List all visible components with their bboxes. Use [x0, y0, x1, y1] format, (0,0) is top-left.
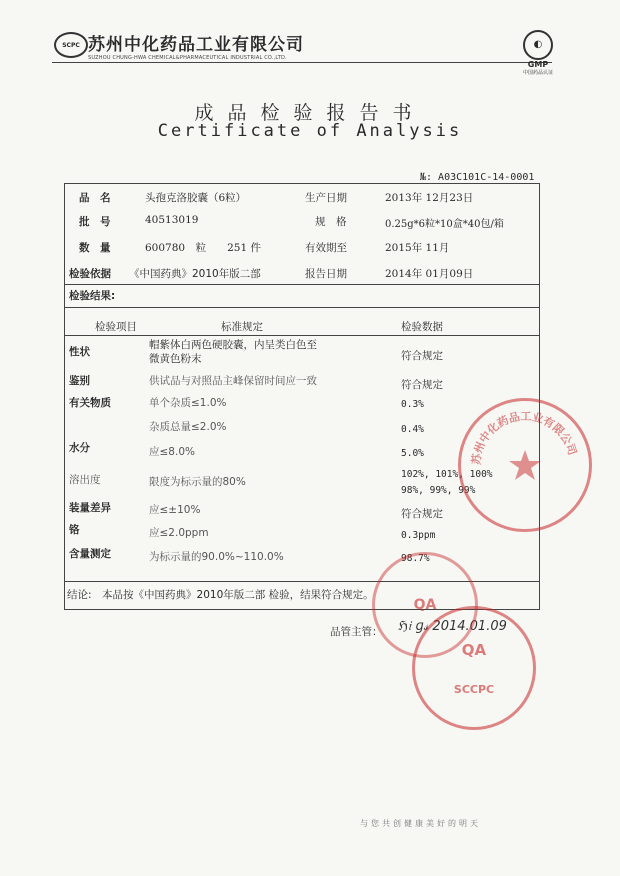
row-data-cont: 98%, 99%, 99% [401, 485, 476, 496]
row-data: 98.7% [401, 553, 430, 564]
row-data: 0.3% [401, 399, 424, 410]
row-data: 0.4% [401, 424, 424, 435]
label-batch: 批 号 [79, 216, 111, 228]
qc-supervisor-label: 品管主管： [330, 626, 383, 638]
value-product-name: 头孢克洛胶囊（6粒） [145, 192, 247, 204]
row-standard: 供试品与对照品主峰保留时间应一致 [149, 375, 317, 387]
row-item: 有关物质 [69, 397, 111, 409]
company-seal [458, 398, 592, 532]
value-basis: 《中国药典》2010年版二部 [129, 268, 261, 280]
col-item: 检验项目 [95, 321, 137, 333]
value-expiry: 2015年 11月 [385, 242, 450, 254]
label-quantity: 数 量 [79, 242, 111, 254]
seal-star-icon [464, 404, 586, 526]
row-data: 5.0% [401, 448, 424, 459]
document-number: №: A03C101C-14-0001 [420, 172, 535, 183]
row-standard: 帽紫体白两色硬胶囊，内呈类白色至 [149, 339, 317, 351]
label-spec: 规 格 [315, 216, 347, 228]
row-data: 符合规定 [401, 508, 443, 520]
row-item: 水分 [69, 442, 90, 454]
gmp-label: GMP [527, 60, 549, 69]
divider [65, 307, 539, 308]
gmp-sub: 中国药品认证 [522, 70, 553, 76]
company-name-cn: 苏州中化药品工业有限公司 [88, 35, 304, 55]
row-standard: 应≤8.0% [149, 446, 195, 458]
label-report-date: 报告日期 [305, 268, 347, 280]
svg-text:苏州中化药品工业有限公司: 苏州中化药品工业有限公司 [469, 409, 579, 466]
value-report-date: 2014年 01月09日 [385, 268, 474, 280]
row-item: 铬 [69, 524, 80, 536]
results-label: 检验结果: [69, 290, 116, 302]
value-batch: 40513019 [145, 214, 199, 226]
title-en: Certificate of Analysis [157, 121, 463, 141]
title-cn: 成品检验报告书 [194, 102, 426, 124]
sccpc-seal-text: SCCPC [453, 682, 495, 696]
row-standard: 单个杂质≤1.0% [149, 397, 227, 409]
col-data: 检验数据 [401, 321, 443, 333]
gmp-logo [518, 30, 558, 76]
value-production-date: 2013年 12月23日 [385, 192, 474, 204]
row-standard: 应≤±10% [149, 504, 201, 516]
row-standard: 杂质总量≤2.0% [149, 421, 227, 433]
row-item: 装量差异 [69, 502, 111, 514]
row-data: 102%, 101%, 100% [401, 469, 493, 480]
row-standard: 为标示量的90.0%~110.0% [149, 551, 284, 563]
col-standard: 标准规定 [221, 321, 263, 333]
label-product-name: 品 名 [79, 192, 111, 204]
qa-seal-text: QA [461, 640, 487, 659]
row-item: 鉴别 [69, 375, 90, 387]
row-standard: 应≤2.0ppm [149, 527, 209, 539]
row-item: 含量测定 [69, 548, 111, 560]
row-item: 溶出度 [69, 474, 101, 486]
row-standard: 限度为标示量的80% [149, 476, 246, 488]
gmp-circle-icon: ◐ [523, 30, 553, 60]
row-standard-cont: 微黄色粉末 [149, 353, 202, 365]
company-name-en: SUZHOU CHUNG-HWA CHEMICAL&PHARMACEUTICAL INDUSTRIAL CO.,LTD. [88, 55, 287, 61]
conclusion: 结论: 本品按《中国药典》2010年版二部 检验，结果符合规定。 [67, 589, 374, 601]
row-data: 符合规定 [401, 379, 443, 391]
qa-seal-text: QA [413, 597, 437, 613]
divider [65, 335, 539, 336]
qa-seal-lower [412, 606, 536, 730]
value-quantity: 600780 粒 251 件 [145, 242, 261, 254]
company-logo: SCPC [54, 32, 88, 58]
label-production-date: 生产日期 [305, 192, 347, 204]
header-rule [52, 62, 552, 63]
label-basis: 检验依据 [69, 268, 111, 280]
value-spec: 0.25g*6粒*10盒*40包/箱 [385, 219, 504, 230]
footer-slogan: 与您共创健康美好的明天 [360, 819, 481, 828]
divider [65, 284, 539, 285]
results-table [64, 183, 540, 610]
row-data: 0.3ppm [401, 530, 436, 541]
row-item: 性状 [69, 346, 90, 358]
qc-signature: ℌ𝔦 ɡ𝓈 2014.01.09 [398, 619, 507, 634]
row-data: 符合规定 [401, 350, 443, 362]
label-expiry: 有效期至 [305, 242, 347, 254]
